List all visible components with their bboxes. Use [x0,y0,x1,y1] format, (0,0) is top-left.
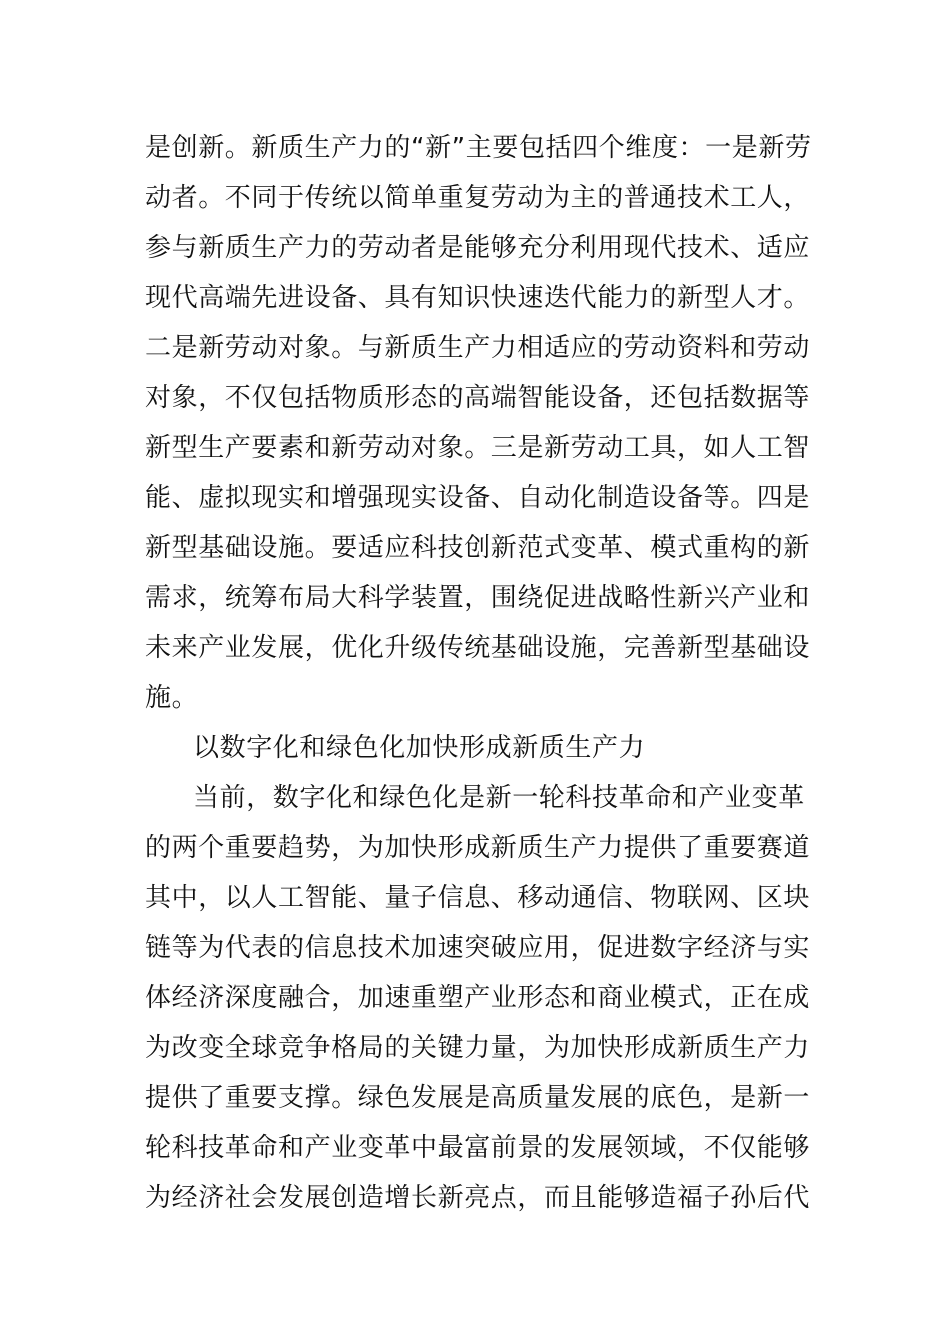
paragraph-2-line: 的两个重要趋势，为加快形成新质生产力提供了重要赛道 [145,833,811,863]
paragraph-1-line: 施。 [145,683,199,713]
paragraph-1-line: 参与新质生产力的劳动者是能够充分利用现代技术、适应 [145,233,811,263]
paragraph-2-line: 其中，以人工智能、量子信息、移动通信、物联网、区块 [145,883,811,913]
paragraph-1-line: 需求，统筹布局大科学装置，围绕促进战略性新兴产业和 [145,583,811,613]
paragraph-1-line: 现代高端先进设备、具有知识快速迭代能力的新型人才。 [145,283,811,313]
paragraph-2-line: 当前，数字化和绿色化是新一轮科技革命和产业变革 [193,783,805,813]
paragraph-1-line: 新型基础设施。要适应科技创新范式变革、模式重构的新 [145,533,811,563]
paragraph-1-line: 对象，不仅包括物质形态的高端智能设备，还包括数据等 [145,383,811,413]
paragraph-1-line: 是创新。新质生产力的“新”主要包括四个维度：一是新劳 [145,133,812,163]
section-heading: 以数字化和绿色化加快形成新质生产力 [193,733,646,763]
paragraph-2-line: 提供了重要支撑。绿色发展是高质量发展的底色，是新一 [145,1083,811,1113]
paragraph-1-line: 未来产业发展，优化升级传统基础设施，完善新型基础设 [145,633,811,663]
paragraph-2-line: 为改变全球竞争格局的关键力量，为加快形成新质生产力 [145,1033,811,1063]
paragraph-1-line: 二是新劳动对象。与新质生产力相适应的劳动资料和劳动 [145,333,811,363]
paragraph-1-line: 动者。不同于传统以简单重复劳动为主的普通技术工人， [145,183,811,213]
paragraph-2-line: 轮科技革命和产业变革中最富前景的发展领域，不仅能够 [145,1133,811,1163]
paragraph-1-line: 新型生产要素和新劳动对象。三是新劳动工具，如人工智 [145,433,811,463]
paragraph-2-line: 体经济深度融合，加速重塑产业形态和商业模式，正在成 [145,983,811,1013]
paragraph-1-line: 能、虚拟现实和增强现实设备、自动化制造设备等。四是 [145,483,811,513]
paragraph-2-line: 链等为代表的信息技术加速突破应用，促进数字经济与实 [145,933,811,963]
paragraph-2-line: 为经济社会发展创造增长新亮点，而且能够造福子孙后代 [145,1183,811,1213]
